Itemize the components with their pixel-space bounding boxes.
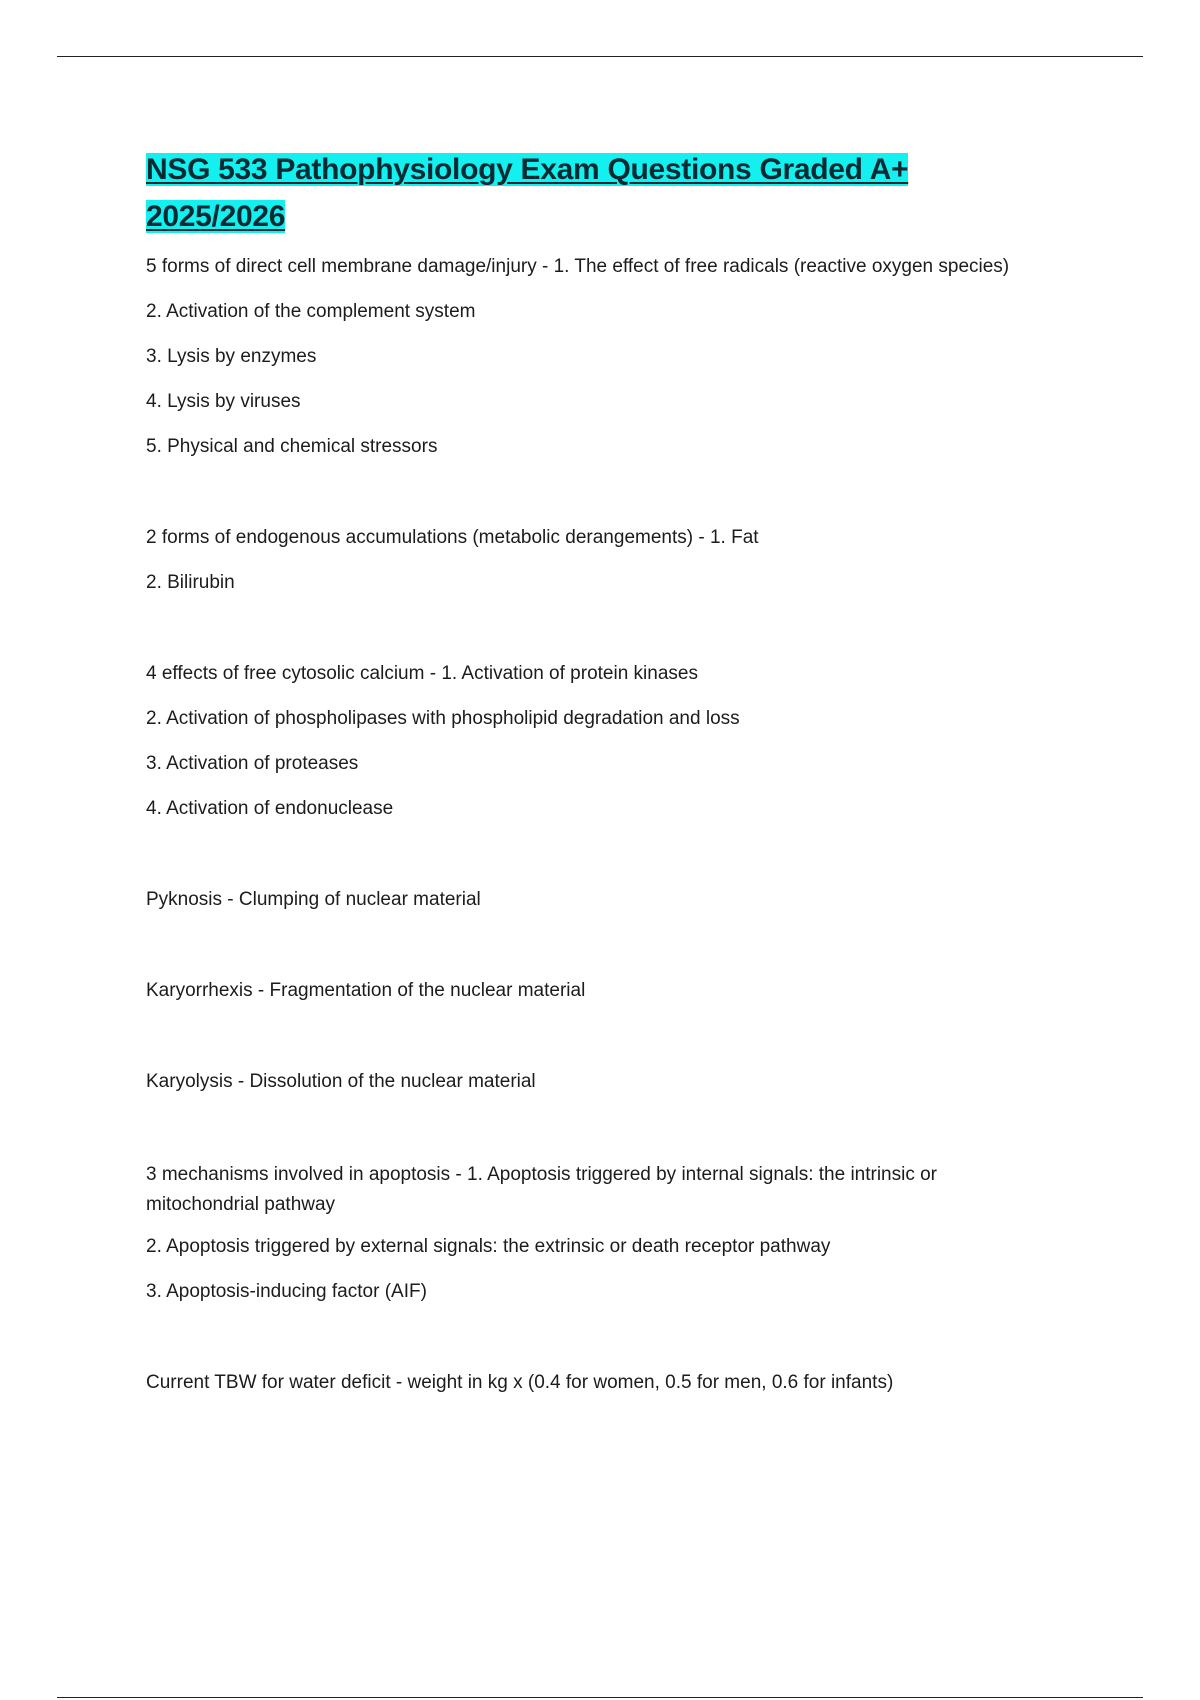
answer-line: 2. Apoptosis triggered by external signals: the extrinsic or death receptor pathway — [146, 1236, 831, 1257]
title-line-1: NSG 533 Pathophysiology Exam Questions Graded A+ — [146, 153, 909, 186]
answer-line: 2. Activation of phospholipases with phospholipid degradation and loss — [146, 708, 740, 729]
section-tbw — [146, 1370, 1106, 1396]
section-spacer — [146, 479, 1106, 525]
section-pyknosis — [146, 887, 1106, 913]
question-line: 3 mechanisms involved in apoptosis - 1. Apoptosis triggered by internal signals: the intrinsic or mitochondrial pathway — [146, 1164, 938, 1215]
header-rule — [57, 56, 1143, 57]
question-line: 2 forms of endogenous accumulations (metabolic derangements) - 1. Fat — [146, 527, 759, 548]
section-endogenous-accumulations — [146, 525, 1106, 596]
section-apoptosis — [146, 1160, 1106, 1305]
section-cytosolic-calcium — [146, 661, 1106, 822]
answer-line: 2. Activation of the complement system — [146, 301, 476, 322]
section-spacer — [146, 932, 1106, 978]
answer-line: 3. Apoptosis-inducing factor (AIF) — [146, 1281, 427, 1302]
section-spacer — [146, 1324, 1106, 1370]
footer-rule — [57, 1697, 1143, 1698]
answer-line: 4. Activation of endonuclease — [146, 798, 394, 819]
answer-line: 3. Activation of proteases — [146, 753, 359, 774]
document-title — [146, 146, 1106, 240]
question-line: 4 effects of free cytosolic calcium - 1. Activation of protein kinases — [146, 663, 698, 684]
question-line: 5 forms of direct cell membrane damage/injury - 1. The effect of free radicals (reactive oxygen species) — [146, 256, 1010, 277]
answer-line: 2. Bilirubin — [146, 572, 235, 593]
question-line: Pyknosis - Clumping of nuclear material — [146, 889, 481, 910]
section-spacer — [146, 1023, 1106, 1069]
section-spacer — [146, 1114, 1106, 1160]
question-line: Karyorrhexis - Fragmentation of the nuclear material — [146, 980, 586, 1001]
answer-line: 4. Lysis by viruses — [146, 391, 301, 412]
section-spacer — [146, 841, 1106, 887]
question-line: Karyolysis - Dissolution of the nuclear material — [146, 1071, 536, 1092]
title-line-2: 2025/2026 — [146, 200, 286, 233]
section-spacer — [146, 615, 1106, 661]
section-karyolysis — [146, 1069, 1106, 1095]
answer-line: 5. Physical and chemical stressors — [146, 436, 438, 457]
section-membrane-damage — [146, 254, 1106, 460]
document-body — [146, 146, 1106, 1415]
answer-line: 3. Lysis by enzymes — [146, 346, 317, 367]
question-line: Current TBW for water deficit - weight in kg x (0.4 for women, 0.5 for men, 0.6 for infants) — [146, 1372, 894, 1393]
section-karyorrhexis — [146, 978, 1106, 1004]
